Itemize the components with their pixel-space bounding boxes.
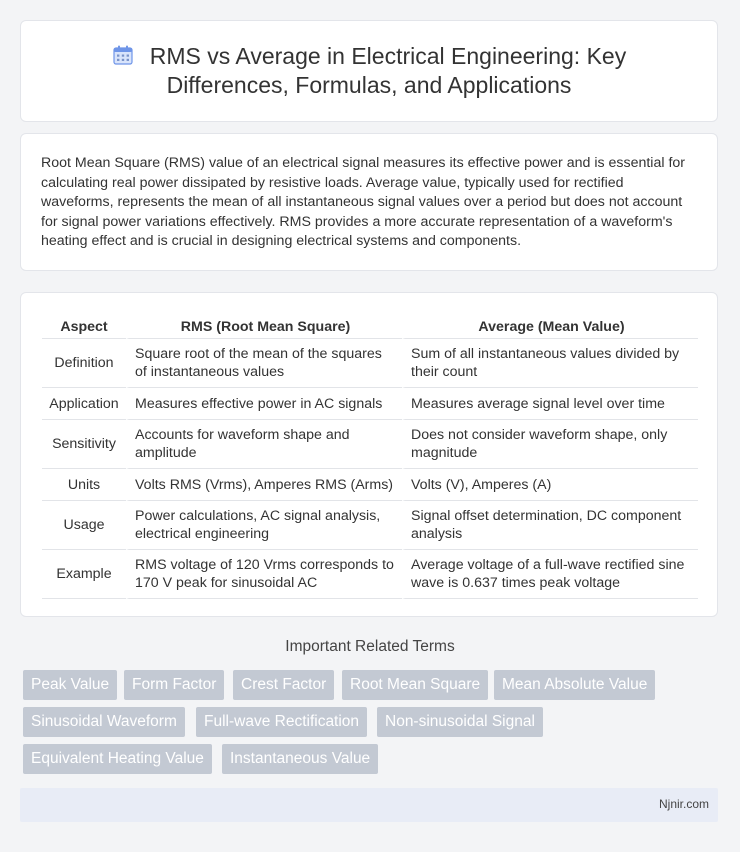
footer-site[interactable]: Njnir.com <box>658 797 709 811</box>
comparison-table-card <box>20 292 718 617</box>
header-rms: RMS (Root Mean Square) <box>126 315 402 339</box>
row-rms: Measures effective power in AC signals <box>126 388 402 420</box>
title-line-2: Differences, Formulas, and Applications <box>166 72 572 98</box>
table-header-row <box>42 315 698 339</box>
row-rms: Accounts for waveform shape and amplitude <box>126 420 402 469</box>
footer <box>20 788 718 822</box>
row-aspect: Example <box>42 550 126 599</box>
tag-non-sinusoidal-signal[interactable]: Non-sinusoidal Signal <box>377 707 543 737</box>
row-average: Sum of all instantaneous values divided by their count <box>402 339 698 388</box>
row-average: Does not consider waveform shape, only magnitude <box>402 420 698 469</box>
tag-crest-factor[interactable]: Crest Factor <box>233 670 334 700</box>
table-row <box>42 501 698 550</box>
row-rms: Square root of the mean of the squares of instantaneous values <box>126 339 402 388</box>
row-aspect: Definition <box>42 339 126 388</box>
header-average: Average (Mean Value) <box>402 315 698 339</box>
related-terms-title: Important Related Terms <box>285 638 455 655</box>
intro-card <box>20 133 718 271</box>
row-aspect: Usage <box>42 501 126 550</box>
row-aspect: Application <box>42 388 126 420</box>
page-title <box>21 42 717 100</box>
tag-mean-absolute-value[interactable]: Mean Absolute Value <box>494 670 655 700</box>
header-aspect: Aspect <box>42 315 126 339</box>
tag-root-mean-square[interactable]: Root Mean Square <box>342 670 488 700</box>
comparison-table <box>42 315 698 599</box>
row-average: Signal offset determination, DC component analysis <box>402 501 698 550</box>
row-rms: Power calculations, AC signal analysis, electrical engineering <box>126 501 402 550</box>
table-row <box>42 469 698 501</box>
tag-equivalent-heating-value[interactable]: Equivalent Heating Value <box>23 744 212 774</box>
table-row <box>42 420 698 469</box>
tag-instantaneous-value[interactable]: Instantaneous Value <box>222 744 378 774</box>
title-line-1: RMS vs Average in Electrical Engineering: Key <box>149 43 627 69</box>
row-aspect: Sensitivity <box>42 420 126 469</box>
calendar-icon <box>112 44 134 66</box>
row-average: Average voltage of a full-wave rectified sine wave is 0.637 times peak voltage <box>402 550 698 599</box>
row-average: Measures average signal level over time <box>402 388 698 420</box>
title-card <box>20 20 718 122</box>
tag-form-factor[interactable]: Form Factor <box>124 670 224 700</box>
row-rms: Volts RMS (Vrms), Amperes RMS (Arms) <box>126 469 402 501</box>
table-row <box>42 339 698 388</box>
intro-paragraph: Root Mean Square (RMS) value of an electrical signal measures its effective power and is essential for calculating real power dissipated by resistive loads. Average value, typically used for rectified waveforms, represents the mean of all instantaneous signal values over a period but does not account for signal power variations effectively. RMS provides a more accurate representation of a waveform's heating effect and is crucial in designing electrical systems and components. <box>41 155 686 250</box>
row-rms: RMS voltage of 120 Vrms corresponds to 170 V peak for sinusoidal AC <box>126 550 402 599</box>
tag-peak-value[interactable]: Peak Value <box>23 670 117 700</box>
tag-sinusoidal-waveform[interactable]: Sinusoidal Waveform <box>23 707 185 737</box>
tag-full-wave-rectification[interactable]: Full-wave Rectification <box>196 707 367 737</box>
table-row <box>42 550 698 599</box>
table-row <box>42 388 698 420</box>
row-aspect: Units <box>42 469 126 501</box>
row-average: Volts (V), Amperes (A) <box>402 469 698 501</box>
